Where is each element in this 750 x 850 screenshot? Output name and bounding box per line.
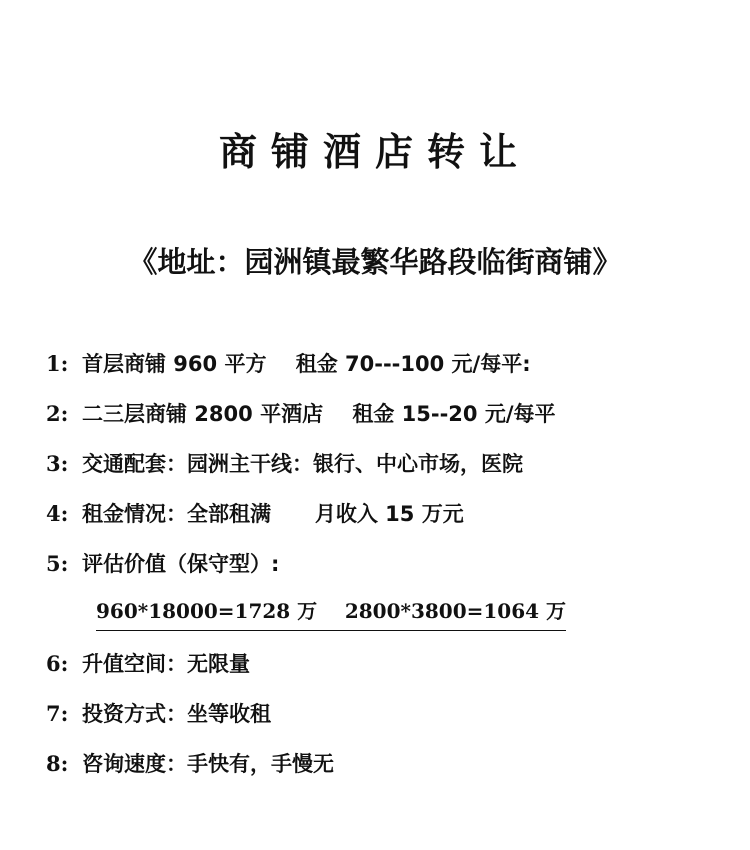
- item-text: 投资方式：坐等收租: [82, 702, 271, 726]
- item-number: 7:: [46, 701, 69, 726]
- info-list: [46, 346, 706, 796]
- list-item: [46, 396, 706, 446]
- list-item: [46, 646, 706, 696]
- item-text: 首层商铺 960 平方 租金 70---100 元/每平:: [82, 352, 531, 376]
- item-number: 1:: [46, 351, 69, 376]
- item-number: 8:: [46, 751, 69, 776]
- list-item: [46, 746, 706, 796]
- item-number: 2:: [46, 401, 69, 426]
- item-number: 6:: [46, 651, 69, 676]
- item-text: 升值空间：无限量: [82, 652, 250, 676]
- item-text: 咨询速度：手快有，手慢无: [82, 752, 334, 776]
- address-subtitle: 《地址：园洲镇最繁华路段临街商铺》: [128, 245, 622, 279]
- list-item: [46, 446, 706, 496]
- list-item: [46, 696, 706, 746]
- item-text: 交通配套：园洲主干线：银行、中心市场，医院: [82, 452, 523, 476]
- item-number: 4:: [46, 501, 69, 526]
- list-item: [46, 546, 706, 596]
- valuation-underline: [96, 596, 566, 631]
- valuation-row: [46, 596, 706, 646]
- item-text: 租金情况：全部租满 月收入 15 万元: [82, 502, 464, 526]
- valuation-upper-floors: 2800*3800=1064 万: [344, 599, 566, 623]
- list-item: [46, 496, 706, 546]
- valuation-first-floor: 960*18000=1728 万: [96, 599, 318, 623]
- item-number: 5:: [46, 551, 69, 576]
- list-item: [46, 346, 706, 396]
- item-text: 二三层商铺 2800 平酒店 租金 15--20 元/每平: [82, 402, 556, 426]
- item-text: 评估价值（保守型）:: [82, 552, 280, 576]
- page-title: 商铺酒店转让: [218, 130, 531, 174]
- item-number: 3:: [46, 451, 69, 476]
